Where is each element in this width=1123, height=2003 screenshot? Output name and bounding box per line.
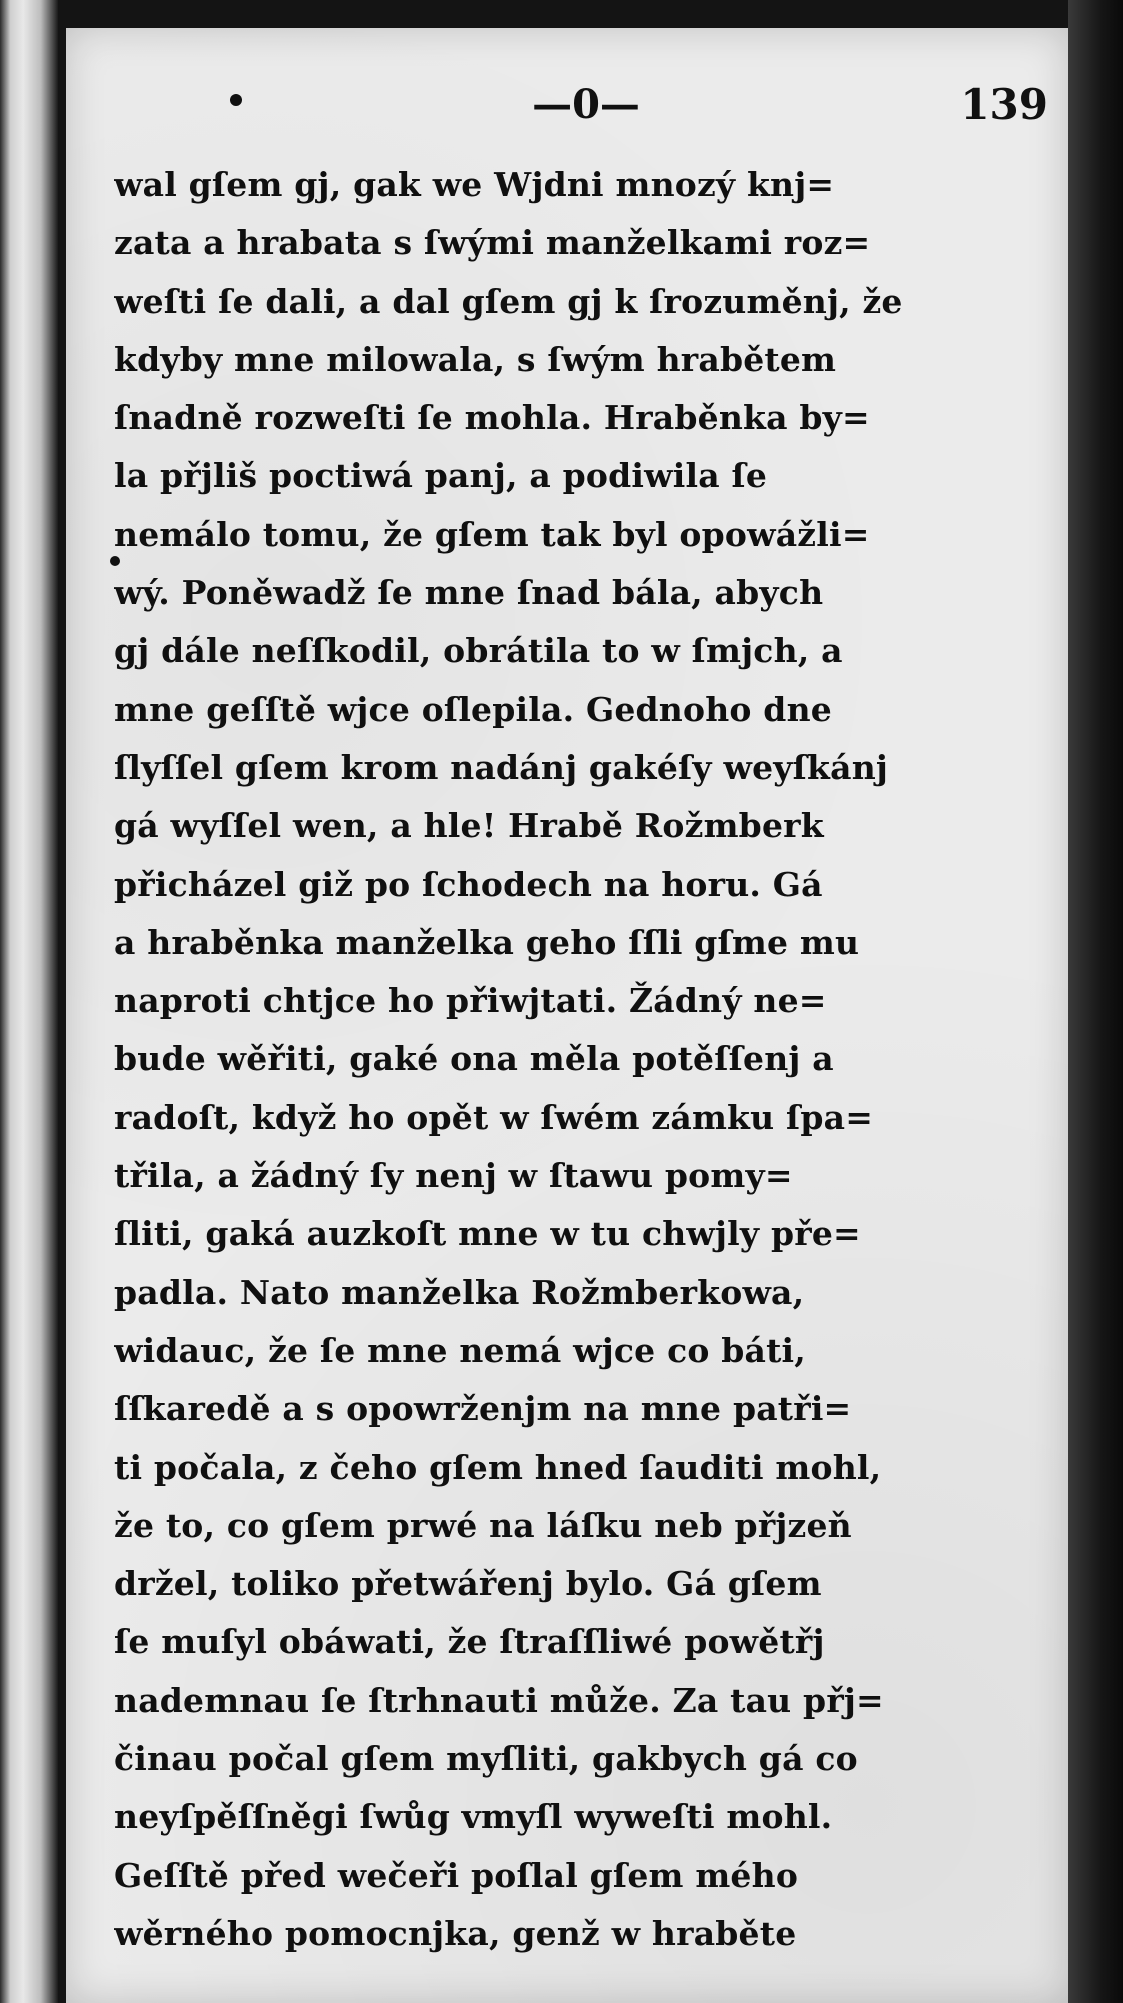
page-number: 139: [960, 80, 1048, 129]
text-line: neyſpěſſněgi ſwůg vmyſl wyweſti mohl.: [114, 1797, 833, 1837]
text-line: nademnau ſe ſtrhnauti může. Za tau přj=: [114, 1680, 884, 1720]
text-line: zata a hrabata s ſwými manželkami roz=: [114, 223, 871, 263]
text-line: bude wěřiti, gaké ona měla potěſſenj a: [114, 1039, 834, 1079]
header-dot: [230, 94, 242, 106]
page-edge: [1068, 0, 1123, 2003]
text-line: weſti ſe dali, a dal gſem gj k ſrozuměnj, že: [114, 281, 903, 321]
text-line: wěrného pomocnjka, genž w hraběte: [114, 1913, 797, 1953]
body-text: [114, 156, 1052, 1963]
text-line: nemálo tomu, že gſem tak byl opowážli=: [114, 514, 870, 554]
text-line: wal gſem gj, gak we Wjdni mnozý knj=: [114, 165, 835, 204]
text-line: a hraběnka manželka geho ſſli gſme mu: [114, 922, 860, 962]
text-line: radoſt, když ho opět w ſwém zámku ſpa=: [114, 1097, 874, 1137]
text-line: mne geſſtě wjce oſlepila. Gednoho dne: [114, 689, 832, 729]
text-line: naproti chtjce ho přiwjtati. Žádný ne=: [114, 981, 827, 1021]
text-line: ſſkaredě a s opowrženjm na mne patři=: [114, 1389, 852, 1429]
text-line: činau počal gſem myſliti, gakbych gá co: [114, 1739, 858, 1779]
text-line: padla. Nato manželka Rožmberkowa,: [114, 1272, 805, 1312]
text-line: že to, co gſem prwé na láſku neb přjzeň: [114, 1505, 852, 1545]
page-header: [66, 70, 1068, 140]
text-line: kdyby mne milowala, s ſwým hrabětem: [114, 339, 837, 379]
text-line: držel, toliko přetwářenj bylo. Gá gſem: [114, 1564, 822, 1604]
text-line: widauc, že ſe mne nemá wjce co báti,: [114, 1330, 806, 1370]
text-line: ſlyſſel gſem krom nadánj gakéſy weyſkánj: [114, 747, 889, 787]
text-line: gá wyſſel wen, a hle! Hrabě Rožmberk: [114, 806, 824, 846]
text-line: ſnadně rozweſti ſe mohla. Hraběnka by=: [114, 398, 870, 438]
text-line: třila, a žádný ſy nenj w ſtawu pomy=: [114, 1156, 793, 1196]
book-gutter: [0, 0, 58, 2003]
book-page: [66, 28, 1068, 2003]
text-line: wý. Poněwadž ſe mne ſnad bála, abych: [114, 573, 824, 613]
text-line: ſliti, gaká auzkoſt mne w tu chwjly pře=: [114, 1214, 861, 1254]
text-line: ti počala, z čeho gſem hned ſauditi mohl,: [114, 1447, 882, 1487]
text-line: gj dále neſſkodil, obrátila to w ſmjch, a: [114, 631, 843, 671]
text-line: ſe muſyl obáwati, že ſtraſſliwé powětřj: [114, 1622, 825, 1662]
text-line: Geſſtě před wečeři poſlal gſem mého: [114, 1855, 799, 1895]
header-ornament: —0—: [532, 81, 640, 128]
text-line: la přjliš poctiwá panj, a podiwila ſe: [114, 456, 768, 496]
text-line: přicházel giž po ſchodech na horu. Gá: [114, 864, 823, 904]
